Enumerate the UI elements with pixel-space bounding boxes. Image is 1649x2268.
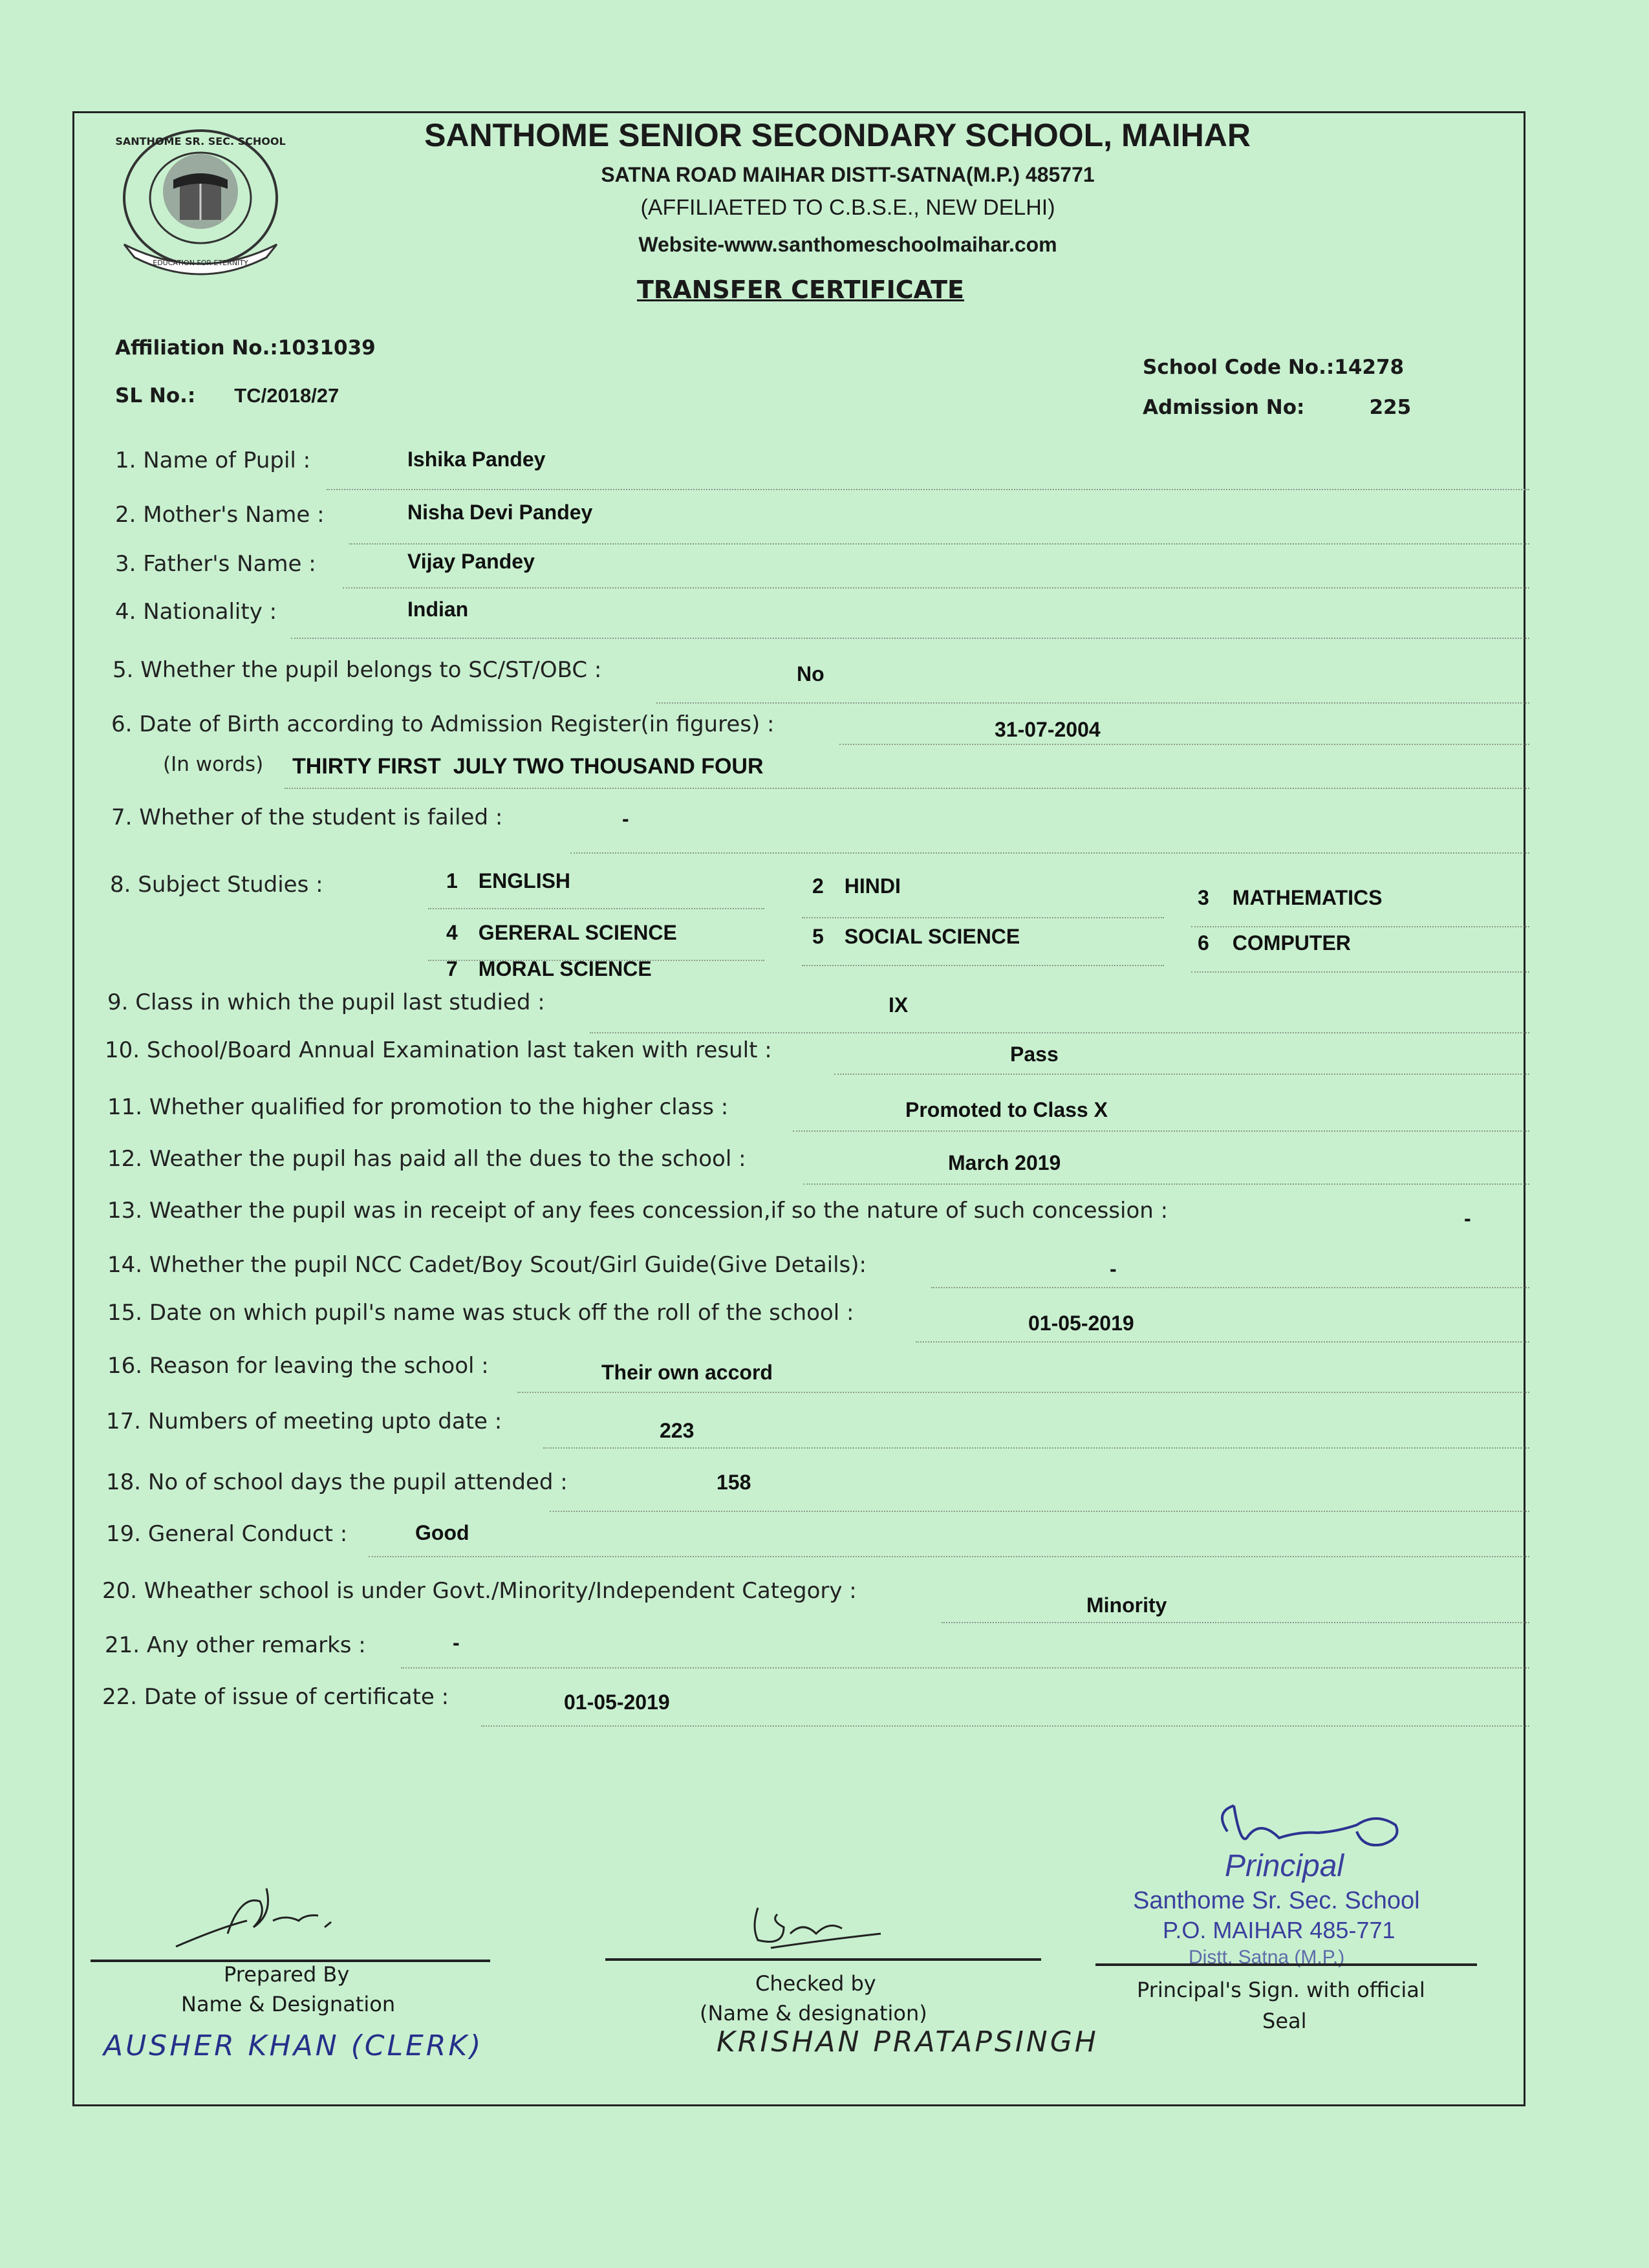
svg-text:SANTHOME SR. SEC. SCHOOL: SANTHOME SR. SEC. SCHOOL [115,135,286,147]
field-label-failed: 7. Whether of the student is failed : [111,805,503,830]
field-label-ncc: 14. Whether the pupil NCC Cadet/Boy Scout/Girl Guide(Give Details): [107,1252,867,1278]
field-value-dob-words: THIRTY FIRST JULY TWO THOUSAND FOUR [292,754,764,779]
affiliation-note: (AFFILIAETED TO C.B.S.E., NEW DELHI) [640,195,1055,220]
field-value-issue-date: 01-05-2019 [564,1690,670,1714]
field-label-issue-date: 22. Date of issue of certificate : [102,1684,449,1710]
document-title: TRANSFER CERTIFICATE [637,275,964,304]
field-label-school-category: 20. Wheather school is under Govt./Minority/Independent Category : [102,1578,857,1604]
field-value-struck-off: 01-05-2019 [1028,1312,1134,1335]
checked-by-label: Checked by [755,1971,876,1996]
seal-line-3: Distt. Satna (M.P.) [1189,1947,1345,1968]
field-label-mother-name: 2. Mother's Name : [115,502,325,528]
subject-5: 5 SOCIAL SCIENCE [812,925,1020,948]
school-name: SANTHOME SENIOR SECONDARY SCHOOL, MAIHAR [424,117,1251,153]
field-value-promotion: Promoted to Class X [905,1098,1108,1121]
prepared-by-label: Prepared By [224,1962,350,1987]
prepared-by-sub: Name & Designation [181,1992,396,2016]
field-value-father-name: Vijay Pandey [407,550,535,573]
subject-4: 4 GERERAL SCIENCE [446,921,677,944]
logo-motto: EDUCATION FOR ETERNITY [153,259,248,267]
field-label-dues: 12. Weather the pupil has paid all the dues to the school : [107,1146,746,1172]
field-value-dues: March 2019 [948,1151,1061,1174]
field-label-father-name: 3. Father's Name : [115,551,316,577]
field-label-exam-result: 10. School/Board Annual Examination last taken with result : [105,1037,772,1063]
field-value-pupil-name: Ishika Pandey [407,448,546,471]
field-value-exam-result: Pass [1010,1042,1059,1066]
field-label-subjects: 8. Subject Studies : [110,872,323,898]
field-value-school-category: Minority [1086,1593,1167,1617]
field-label-nationality: 4. Nationality : [115,599,277,625]
field-label-last-class: 9. Class in which the pupil last studied : [107,989,545,1015]
seal-line-1: Santhome Sr. Sec. School [1133,1887,1420,1914]
field-value-nationality: Indian [407,598,469,621]
field-label-remarks: 21. Any other remarks : [105,1632,366,1658]
checked-by-sub: (Name & designation) [700,2001,927,2025]
school-address: SATNA ROAD MAIHAR DISTT-SATNA(M.P.) 485771 [601,163,1095,186]
field-label-category: 5. Whether the pupil belongs to SC/ST/OBC : [113,657,602,683]
field-label-pupil-name: 1. Name of Pupil : [115,448,311,473]
field-value-conduct: Good [415,1521,469,1544]
field-value-days-attended: 158 [717,1471,751,1494]
checked-by-name: KRISHAN PRATAPSINGH [717,2025,1099,2058]
field-value-last-class: IX [889,993,909,1017]
school-code: School Code No.:14278 [1143,356,1405,379]
principal-sign-sub: Seal [1262,2009,1307,2033]
field-value-remarks: - [453,1631,460,1654]
field-value-category: No [797,662,824,686]
field-value-leaving-reason: Their own accord [601,1361,773,1384]
subject-1: 1 ENGLISH [446,869,571,892]
field-label-meetings: 17. Numbers of meeting upto date : [106,1409,502,1434]
field-value-meetings: 223 [660,1419,695,1442]
field-value-mother-name: Nisha Devi Pandey [407,501,593,524]
subject-2: 2 HINDI [812,874,901,898]
seal-title: Principal [1225,1849,1344,1883]
seal-line-2: P.O. MAIHAR 485-771 [1163,1917,1396,1943]
subject-7: 7 MORAL SCIENCE [446,957,652,980]
field-value-failed: - [622,807,629,830]
subject-6: 6 COMPUTER [1198,931,1351,955]
subject-3: 3 MATHEMATICS [1198,886,1383,909]
field-label-fee-concession: 13. Weather the pupil was in receipt of any fees concession,if so the nature of such concession : [107,1198,1169,1224]
field-label-dob: 6. Date of Birth according to Admission Register(in figures) : [111,711,775,737]
field-value-dob: 31-07-2004 [995,718,1101,741]
affiliation-number: Affiliation No.:1031039 [115,336,376,360]
prepared-by-signature [169,1875,363,1960]
prepared-by-name: AUSHER KHAN (CLERK) [103,2029,484,2062]
school-website: Website-www.santhomeschoolmaihar.com [638,233,1057,256]
sl-number: SL No.: TC/2018/27 [115,384,339,407]
field-label-struck-off: 15. Date on which pupil's name was stuck off the roll of the school : [107,1300,854,1326]
checked-by-signature [745,1895,900,1953]
field-value-ncc: - [1110,1257,1117,1280]
field-label-promotion: 11. Whether qualified for promotion to the higher class : [107,1094,729,1120]
field-value-fee-concession: - [1464,1207,1471,1230]
field-label-dob-words: (In words) [163,753,264,776]
field-label-days-attended: 18. No of school days the pupil attended : [106,1469,568,1495]
field-label-leaving-reason: 16. Reason for leaving the school : [107,1353,489,1379]
field-label-conduct: 19. General Conduct : [106,1521,348,1547]
principal-sign-label: Principal's Sign. with official [1137,1978,1425,2002]
admission-number: Admission No: 225 [1143,396,1412,419]
school-logo [111,122,290,277]
